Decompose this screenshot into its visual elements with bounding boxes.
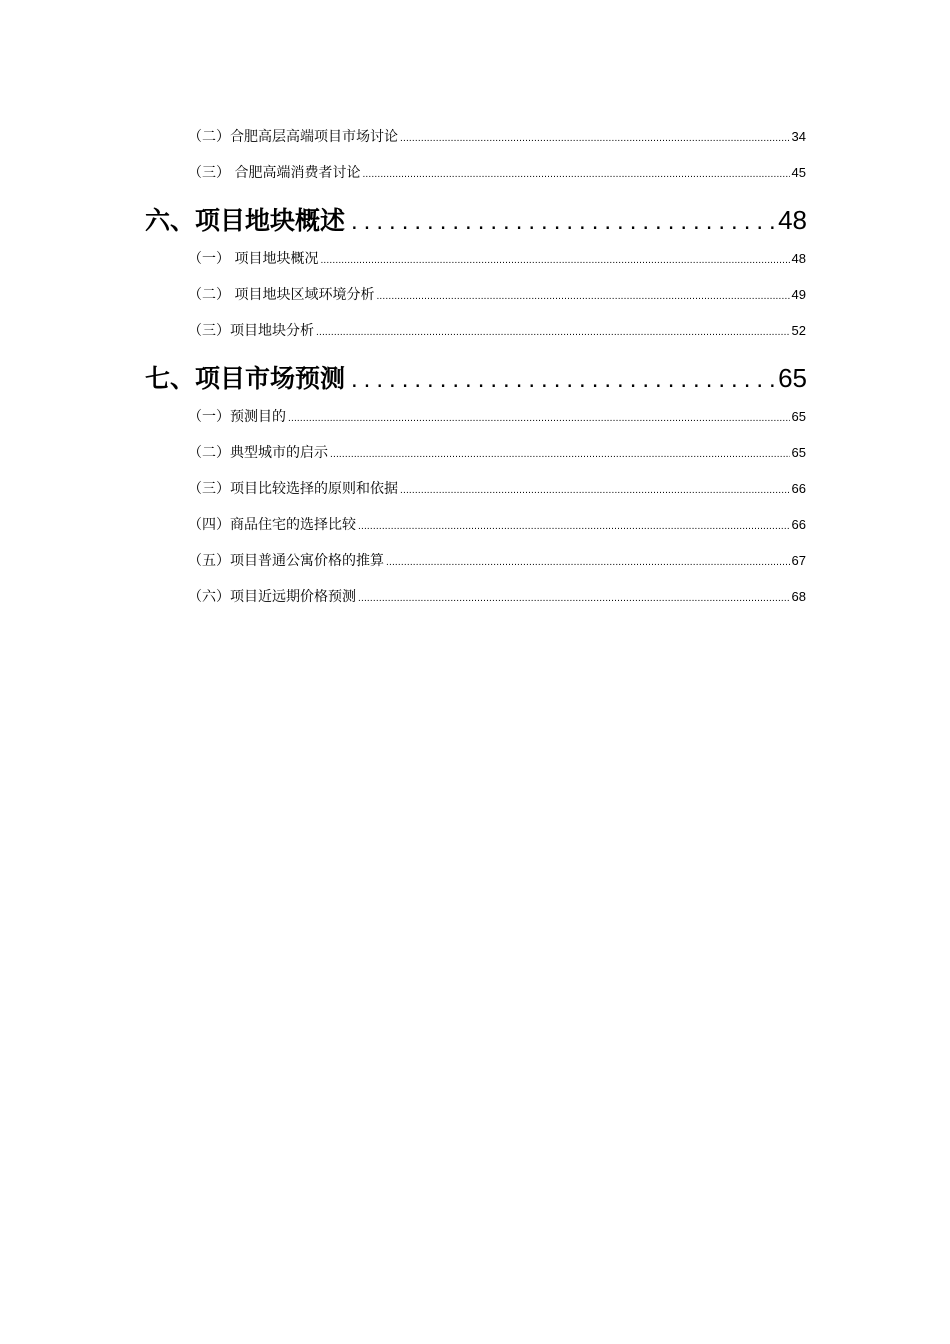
- toc-leader-dots: [351, 203, 774, 240]
- toc-chapter-page: 48: [778, 205, 807, 235]
- toc-chapter-entry: [145, 202, 807, 238]
- toc-entry-title: （三）项目地块分析: [188, 323, 314, 339]
- toc-entry: [188, 127, 806, 147]
- toc-chapter-entry: [145, 360, 807, 396]
- toc-entry-page: 65: [791, 445, 806, 460]
- toc-entry-title: （四）商品住宅的选择比较: [188, 517, 356, 533]
- toc-entry-title: （二）典型城市的启示: [188, 445, 328, 461]
- toc-entry-title: （二）合肥高层高端项目市场讨论: [188, 129, 398, 145]
- toc-entry-page: 52: [791, 323, 806, 338]
- toc-entry-title: （二） 项目地块区域环境分析: [188, 287, 375, 303]
- toc-leader-dots: [351, 361, 774, 398]
- toc-entry-page: 45: [791, 165, 806, 180]
- toc-entry-page: 68: [791, 589, 806, 604]
- toc-leader-dots: [400, 127, 790, 149]
- toc-entry: [188, 249, 806, 269]
- toc-entry: [188, 479, 806, 499]
- toc-entry-title: （六）项目近远期价格预测: [188, 589, 356, 605]
- toc-entry-title: （五）项目普通公寓价格的推算: [188, 553, 384, 569]
- toc-entry: [188, 515, 806, 535]
- toc-chapter-title: 七、项目市场预测: [145, 364, 346, 393]
- toc-leader-dots: [362, 163, 789, 185]
- toc-entry-page: 48: [791, 251, 806, 266]
- toc-entry-title: （三）项目比较选择的原则和依据: [188, 481, 398, 497]
- toc-entry: [188, 587, 806, 607]
- toc-entry: [188, 443, 806, 463]
- toc-entry-page: 66: [791, 517, 806, 532]
- toc-entry-page: 67: [791, 553, 806, 568]
- toc-chapter-title: 六、项目地块概述: [145, 206, 346, 235]
- toc-leader-dots: [320, 249, 789, 271]
- toc-entry: [188, 321, 806, 341]
- toc-entry: [188, 407, 806, 427]
- toc-leader-dots: [400, 479, 790, 501]
- toc-entry-title: （一） 项目地块概况: [188, 251, 319, 267]
- toc-entry-page: 49: [791, 287, 806, 302]
- toc-entry: [188, 285, 806, 305]
- toc-leader-dots: [386, 551, 790, 573]
- toc-leader-dots: [358, 587, 790, 609]
- toc-entry-page: 34: [791, 129, 806, 144]
- toc-leader-dots: [288, 407, 790, 429]
- toc-entry-page: 66: [791, 481, 806, 496]
- toc-leader-dots: [330, 443, 790, 465]
- toc-leader-dots: [316, 321, 790, 343]
- toc-chapter-page: 65: [778, 363, 807, 393]
- toc-entry-title: （一）预测目的: [188, 409, 286, 425]
- toc-entry-page: 65: [791, 409, 806, 424]
- toc-leader-dots: [376, 285, 789, 307]
- toc-leader-dots: [358, 515, 790, 537]
- toc-entry: [188, 163, 806, 183]
- toc-entry-title: （三） 合肥高端消费者讨论: [188, 165, 361, 181]
- toc-entry: [188, 551, 806, 571]
